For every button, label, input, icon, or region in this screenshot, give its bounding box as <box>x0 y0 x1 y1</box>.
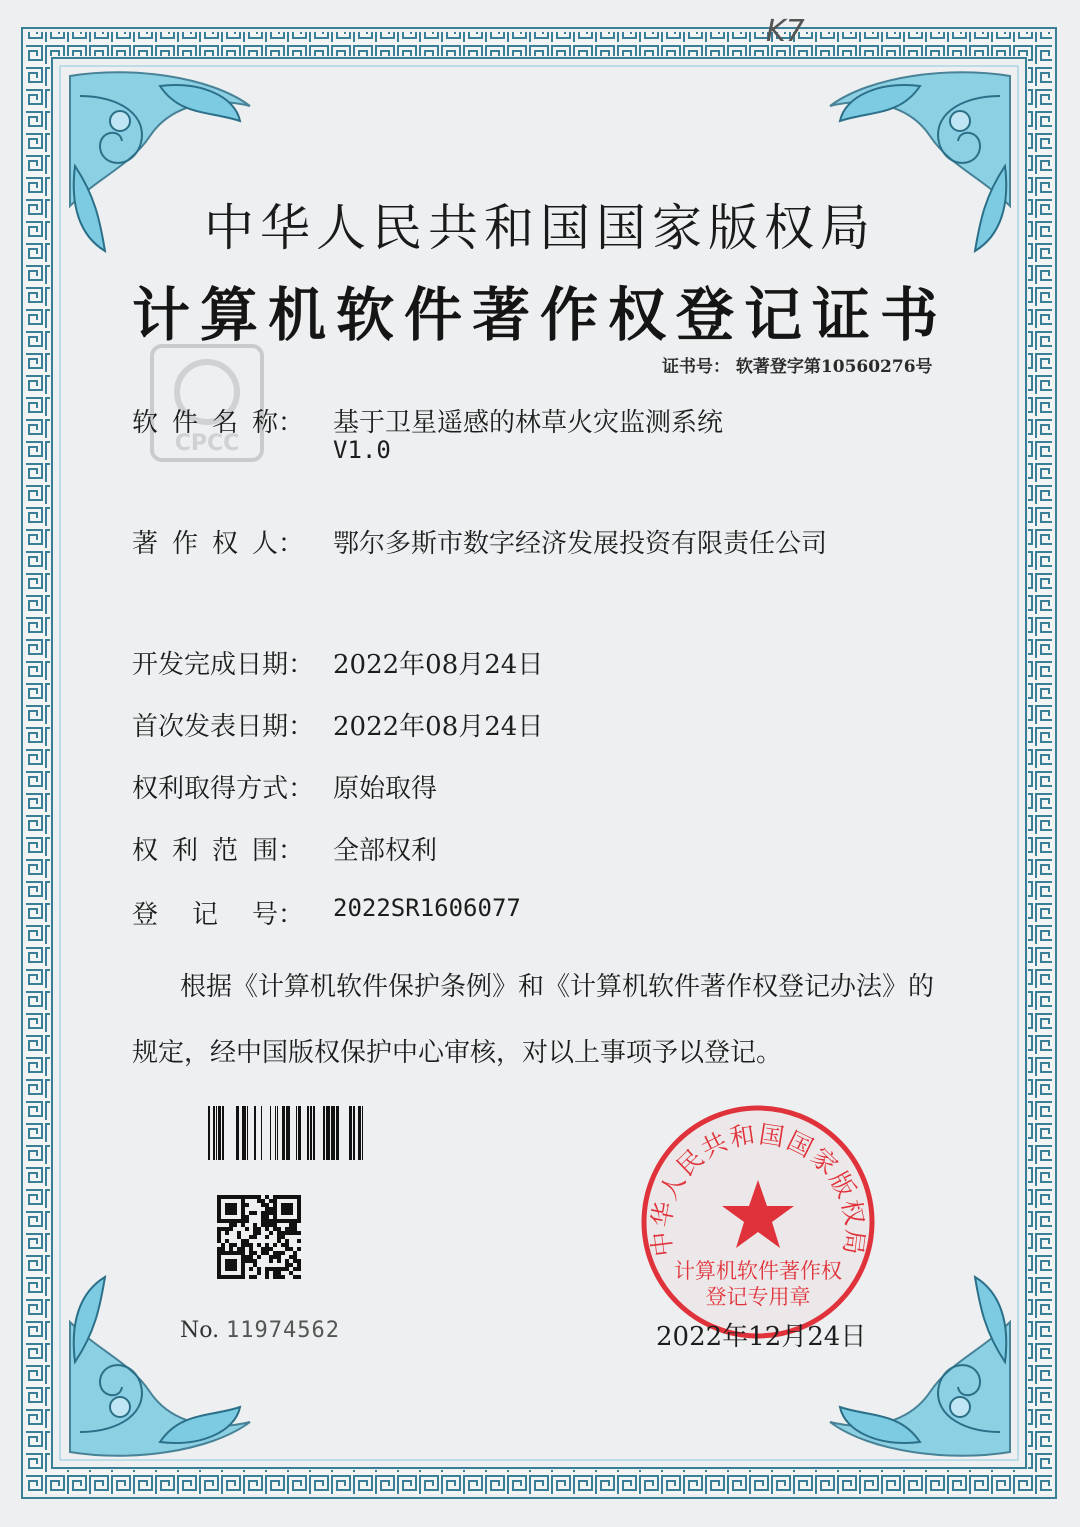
field-label-char: 开 <box>132 650 159 680</box>
field-label-char: 首 <box>132 712 159 742</box>
field-label <box>132 894 304 931</box>
issue-date: 2022年12月24日 <box>656 1322 867 1352</box>
field-label-char: 权 <box>132 774 159 804</box>
field-label-char: 记 <box>191 900 218 930</box>
field-label-char: 次 <box>158 712 185 742</box>
field-label-char: 完 <box>184 650 211 680</box>
field-value: 2022年08月24日 <box>333 712 544 742</box>
field-label-char: 作 <box>171 529 198 559</box>
barcode <box>206 1104 368 1162</box>
field-label-char: 号： <box>251 900 304 930</box>
field-value: 2022SR1606077 <box>333 894 521 922</box>
field-label-char: 日 <box>236 712 263 742</box>
field-label-char: 取 <box>184 774 211 804</box>
field-label-char: 发 <box>184 712 211 742</box>
field-label-char: 表 <box>210 712 237 742</box>
field-label <box>132 768 315 805</box>
issuer-heading: 中华人民共和国国家版权局 <box>204 199 876 257</box>
field-label-char: 件 <box>171 408 198 438</box>
seal-inner-line-2: 登记专用章 <box>705 1285 811 1309</box>
svg-text:CPCC: CPCC <box>174 431 240 456</box>
field-label-char: 权 <box>211 529 238 559</box>
field-label <box>132 644 315 681</box>
field-value: 原始取得 <box>333 774 438 804</box>
field-value: 基于卫星遥感的林草火灾监测系统 <box>333 408 724 438</box>
field-label-char: 名 <box>211 408 238 438</box>
seal-outer-text: 中华人民共和国国家版权局 <box>646 1119 870 1259</box>
qr-code <box>216 1194 302 1280</box>
field-label-char: 人： <box>251 529 304 559</box>
field-label-char: 期： <box>262 712 315 742</box>
field-label-char: 方 <box>236 774 263 804</box>
field-label-char: 围： <box>251 836 304 866</box>
field-label <box>132 523 304 560</box>
serial-number: 11974562 <box>226 1318 340 1343</box>
field-label <box>132 830 304 867</box>
field-label-char: 日 <box>236 650 263 680</box>
field-label-char: 范 <box>211 836 238 866</box>
field-label-char: 登 <box>132 900 159 930</box>
field-label-char: 期： <box>262 650 315 680</box>
field-value: V1.0 <box>333 436 391 464</box>
certificate-number: 证书号： 软著登字第10560276号 <box>662 357 933 377</box>
field-label-char: 利 <box>158 774 185 804</box>
field-label-char: 权 <box>132 836 159 866</box>
handwritten-mark: K7 <box>766 14 805 49</box>
field-value: 鄂尔多斯市数字经济发展投资有限责任公司 <box>333 529 828 559</box>
field-label-char: 成 <box>210 650 237 680</box>
official-seal <box>636 1100 880 1344</box>
field-value: 全部权利 <box>333 836 438 866</box>
legal-statement-line-1: 根据《计算机软件保护条例》和《计算机软件著作权登记办法》的 <box>180 972 935 1002</box>
certificate-title: 计算机软件著作权登记证书 <box>131 281 948 349</box>
seal-inner-line-1: 计算机软件著作权 <box>674 1259 842 1283</box>
field-label-char: 式： <box>262 774 315 804</box>
corner-ornament-bottom-left <box>60 1262 260 1462</box>
field-label-char: 软 <box>132 408 159 438</box>
field-label-char: 发 <box>158 650 185 680</box>
field-label-char: 著 <box>132 529 159 559</box>
field-label <box>132 402 304 439</box>
field-label-char: 利 <box>171 836 198 866</box>
field-label <box>132 706 315 743</box>
serial-label: No. <box>180 1318 220 1343</box>
field-label-char: 得 <box>210 774 237 804</box>
field-value: 2022年08月24日 <box>333 650 544 680</box>
field-label-char: 称： <box>251 408 304 438</box>
legal-statement-line-2: 规定，经中国版权保护中心审核，对以上事项予以登记。 <box>132 1038 783 1068</box>
